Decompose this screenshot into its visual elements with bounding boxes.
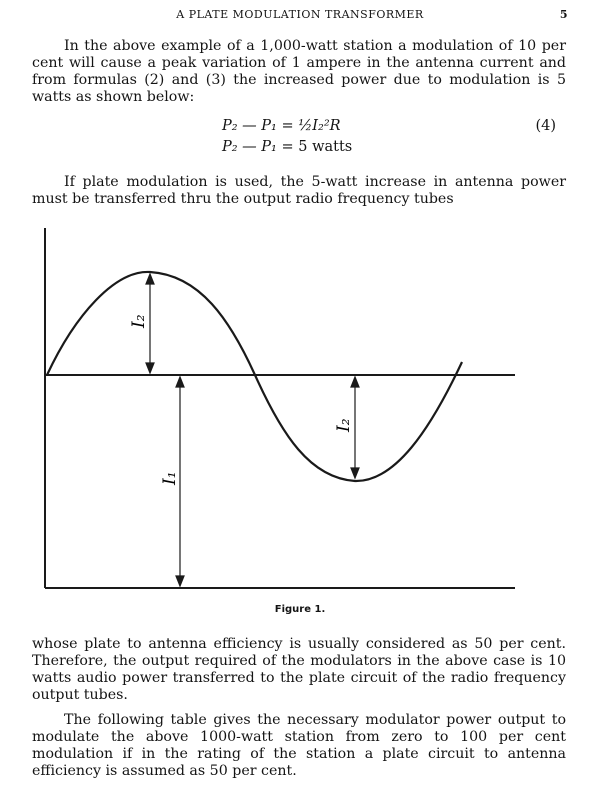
figure-1-waveform xyxy=(0,210,600,610)
equation-4 xyxy=(32,118,566,156)
paragraph-3: whose plate to antenna efficiency is usually considered as 50 per cent. Therefore, the output required of the modulators in the above case is 10 watts audio power transferred to the plate circuit of the radio frequency output tubes. xyxy=(32,636,566,703)
paragraph-2: If plate modulation is used, the 5-watt increase in antenna power must be transferred thru the output radio frequency tubes xyxy=(32,174,566,207)
paragraph-4: The following table gives the necessary modulator power output to modulate the above 1000-watt station from zero to 100 per cent modulation if in the rating of the station a plate circuit to antenna efficiency is assumed as 50 per cent. xyxy=(32,712,566,779)
figure-label-i2-top: I₂ xyxy=(129,314,149,328)
page-number: 5 xyxy=(559,8,568,21)
equation-number: (4) xyxy=(535,118,556,134)
running-title: A PLATE MODULATION TRANSFORMER xyxy=(176,8,424,21)
equation-line-1: P₂ — P₁ = ½I₂²R xyxy=(222,118,341,134)
figure-caption: Figure 1. xyxy=(274,604,326,615)
figure-sine-wave xyxy=(47,272,462,481)
paragraph-1: In the above example of a 1,000-watt station a modulation of 10 per cent will cause a peak variation of 1 ampere in the antenna current and from formulas (2) and (3) the increased power due to modulation is 5 watts as shown below: xyxy=(32,38,566,105)
figure-label-i1: I₁ xyxy=(160,471,180,485)
equation-line-2 xyxy=(222,139,352,155)
page-header xyxy=(30,8,570,24)
equation-line-2-left: P₂ — P₁ = xyxy=(222,139,299,155)
figure-label-i2-bottom: I₂ xyxy=(334,418,354,432)
equation-line-2-value: 5 watts xyxy=(298,139,353,155)
